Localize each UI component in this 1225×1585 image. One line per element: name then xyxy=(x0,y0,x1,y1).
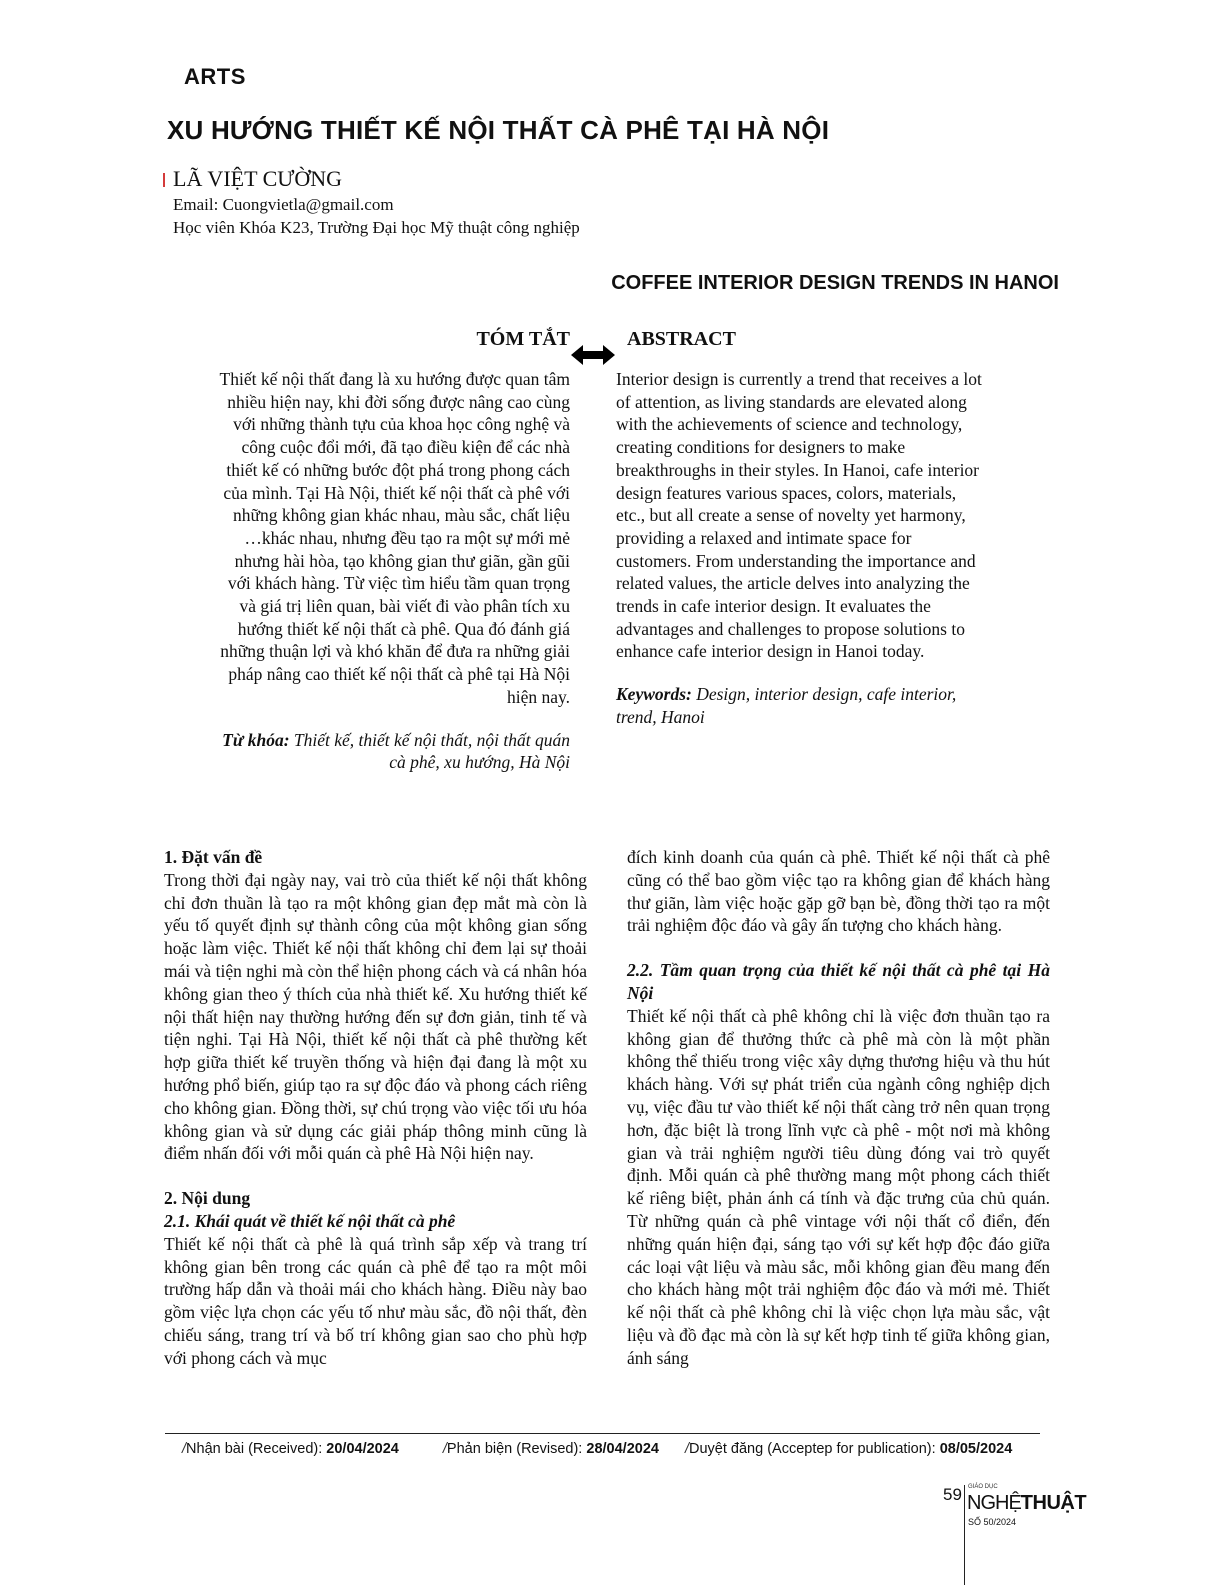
abstract-vi-line: công cuộc đổi mới, đã tạo điều kiện để các nhà xyxy=(241,437,570,458)
received-date: /Nhận bài (Received): 20/04/2024 xyxy=(182,1441,399,1457)
journal-logo: NGHỆTHUẬT xyxy=(967,1492,1087,1514)
keywords-vi xyxy=(155,729,570,774)
footer-dates xyxy=(182,1441,1012,1457)
abstract-vi-line: pháp nâng cao thiết kế nội thất cà phê tại Hà Nội xyxy=(228,664,570,685)
keywords-vi-text: Thiết kế, thiết kế nội thất, nội thất quán xyxy=(293,729,570,750)
abstract-en-line: of attention, as living standards are elevated along xyxy=(616,391,967,412)
keywords-vi-label: Từ khóa: xyxy=(222,729,290,750)
keywords-en xyxy=(616,683,1056,728)
body-paragraph: Thiết kế nội thất cà phê không chỉ là việc đơn thuần tạo ra không gian để thưởng thức cà phê mà còn là một phần không thể thiếu trong việc xây dựng thương hiệu và thu hút khách hàng. Với sự phát triển của ngành công nghiệp dịch vụ, việc đầu tư vào thiết kế nội thất càng trở nên quan trọng hơn, đặc biệt là trong lĩnh vực cà phê - một nơi mà không gian và trải nghiệm người tiêu dùng đóng vai trò quyết định. Mỗi quán cà phê thường mang một phong cách thiết kế riêng biệt, phản ánh cá tính và đặc trưng của chủ quán. Từ những quán cà phê vintage với nội thất cổ điển, đến những quán hiện đại, sáng tạo với sự kết hợp độc đáo giữa các loại vật liệu và màu sắc, mỗi không gian đều mang đến cho khách hàng một trải nghiệm độc đáo và mới mẻ. Thiết kế nội thất cà phê không chỉ là việc chọn lựa màu sắc, vật liệu và đồ đạc mà còn là sự kết hợp tinh tế giữa không gian, ánh sáng xyxy=(627,1005,1050,1368)
abstract-en xyxy=(616,368,1056,729)
keywords-en-text: trend, Hanoi xyxy=(616,706,705,727)
author-name: LÃ VIỆT CƯỜNG xyxy=(173,166,343,191)
revised-date: /Phản biện (Revised): 28/04/2024 xyxy=(442,1441,659,1457)
abstract-vi-line: những thuận lợi và khó khăn để đưa ra những giải xyxy=(220,641,570,662)
english-title: COFFEE INTERIOR DESIGN TRENDS IN HANOI xyxy=(611,272,1059,294)
body-paragraph: Trong thời đại ngày nay, vai trò của thiết kế nội thất không chỉ đơn thuần là tạo ra một không gian đẹp mắt mà còn là yếu tố quyết định sự thành công của một không gian sống hoặc làm việc. Thiết kế nội thất không chỉ đem lại sự thoải mái và tiện nghi mà còn thể hiện phong cách và cá nhân hóa không gian theo ý thích của nhà thiết kế. Xu hướng thiết kế nội thất hiện nay thường hướng đến sự đơn giản, tinh tế và tiện nghi. Tại Hà Nội, thiết kế nội thất cà phê thường kết hợp giữa thiết kế truyền thống và hiện đại đang là một xu hướng phổ biến, giúp tạo ra sự độc đáo và phong cách riêng cho không gian. Đồng thời, sự chú trọng vào việc tối ưu hóa không gian và sử dụng các giải pháp thông minh cũng là điểm nhấn đối với mỗi quán cà phê Hà Nội hiện nay. xyxy=(164,869,587,1164)
abstract-vi xyxy=(155,368,570,774)
author-marker xyxy=(163,173,165,187)
abstract-vi-line: với những thành tựu của khoa học công nghệ và xyxy=(233,414,570,435)
abstract-en-line: trends in cafe interior design. It evaluates the xyxy=(616,596,931,617)
abstract-en-line: creating conditions for designers to make xyxy=(616,437,906,458)
abstract-vi-line: …khác nhau, nhưng đều tạo ra một sự mới mẻ xyxy=(244,527,570,548)
double-arrow-icon xyxy=(571,343,615,367)
section-heading: 2. Nội dung xyxy=(164,1188,251,1209)
accepted-date: /Duyệt đăng (Acceptep for publication): 08/05/2024 xyxy=(684,1441,1013,1457)
abstract-en-line: Interior design is currently a trend that receives a lot xyxy=(616,369,982,389)
journal-rule xyxy=(964,1485,965,1585)
abstract-en-line: advantages and challenges to propose solutions to xyxy=(616,618,965,639)
subsection-heading: 2.1. Khái quát về thiết kế nội thất cà phê xyxy=(164,1210,456,1231)
abstract-en-heading: ABSTRACT xyxy=(627,328,736,350)
abstract-en-line: related values, the article delves into analyzing the xyxy=(616,573,970,594)
abstract-en-line: providing a relaxed and intimate space for xyxy=(616,527,912,548)
author-affiliation: Học viên Khóa K23, Trường Đại học Mỹ thuật công nghiệp xyxy=(173,218,580,237)
abstract-vi-line: hướng thiết kế nội thất cà phê. Qua đó đánh giá xyxy=(237,618,570,639)
author-email: Email: Cuongvietla@gmail.com xyxy=(173,195,394,214)
abstract-vi-line: thiết kế có những bước đột phá trong phong cách xyxy=(226,459,570,480)
body-column-left xyxy=(164,846,587,1370)
abstract-vi-line: hiện nay. xyxy=(506,686,570,707)
abstract-vi-line: Thiết kế nội thất đang là xu hướng được quan tâm xyxy=(219,369,570,389)
abstract-vi-line: nhiều hiện nay, khi đời sống được nâng cao cùng xyxy=(227,391,570,412)
journal-subtitle: GIÁO DỤC xyxy=(968,1484,998,1490)
abstract-vi-heading: TÓM TẮT xyxy=(476,328,570,350)
section-label: ARTS xyxy=(184,64,246,89)
abstract-en-line: enhance cafe interior design in Hanoi today. xyxy=(616,641,925,662)
abstract-en-line: breakthroughs in their styles. In Hanoi, cafe interior xyxy=(616,459,980,480)
abstract-en-line: design features various spaces, colors, materials, xyxy=(616,482,957,503)
abstract-vi-line: nhưng hài hòa, tạo không gian thư giãn, gần gũi xyxy=(234,550,570,571)
abstract-vi-line: những không gian khác nhau, màu sắc, chất liệu xyxy=(232,505,570,526)
page-number: 59 xyxy=(943,1485,962,1504)
abstract-en-line: etc., but all create a sense of novelty yet harmony, xyxy=(616,505,966,526)
abstract-en-line: with the achievements of science and technology, xyxy=(616,414,963,435)
subsection-heading: 2.2. Tầm quan trọng của thiết kế nội thất cà phê tại Hà Nội xyxy=(627,960,1050,1003)
article-title: XU HƯỚNG THIẾT KẾ NỘI THẤT CÀ PHÊ TẠI HÀ NỘI xyxy=(167,115,830,145)
keywords-vi-text: cà phê, xu hướng, Hà Nội xyxy=(389,752,570,773)
body-column-right xyxy=(627,846,1050,1370)
abstract-vi-line: với khách hàng. Từ việc tìm hiểu tầm quan trọng xyxy=(227,573,570,594)
footer-rule xyxy=(165,1433,1040,1434)
section-heading: 1. Đặt vấn đề xyxy=(164,847,263,867)
abstract-vi-line: và giá trị liên quan, bài viết đi vào phân tích xu xyxy=(239,596,570,617)
keywords-en-label: Keywords: xyxy=(616,684,692,705)
abstract-vi-line: của mình. Tại Hà Nội, thiết kế nội thất cà phê với xyxy=(223,482,570,503)
keywords-en-text: Design, interior design, cafe interior, xyxy=(696,684,957,705)
abstract-en-line: customers. From understanding the importance and xyxy=(616,550,976,571)
journal-issue: SỐ 50/2024 xyxy=(968,1517,1017,1527)
body-paragraph: đích kinh doanh của quán cà phê. Thiết kế nội thất cà phê cũng có thể bao gồm việc tạo ra không gian để khách hàng thư giãn, làm việc hoặc gặp gỡ bạn bè, đồng thời tạo ra một trải nghiệm độc đáo và gây ấn tượng cho khách hàng. xyxy=(627,847,1050,936)
body-paragraph: Thiết kế nội thất cà phê là quá trình sắp xếp và trang trí không gian bên trong các quán cà phê để tạo ra một môi trường hấp dẫn và thoải mái cho khách hàng. Điều này bao gồm việc lựa chọn các yếu tố như màu sắc, đồ nội thất, đèn chiếu sáng, trang trí và bố trí không gian sao cho phù hợp với phong cách và mục xyxy=(164,1233,587,1368)
